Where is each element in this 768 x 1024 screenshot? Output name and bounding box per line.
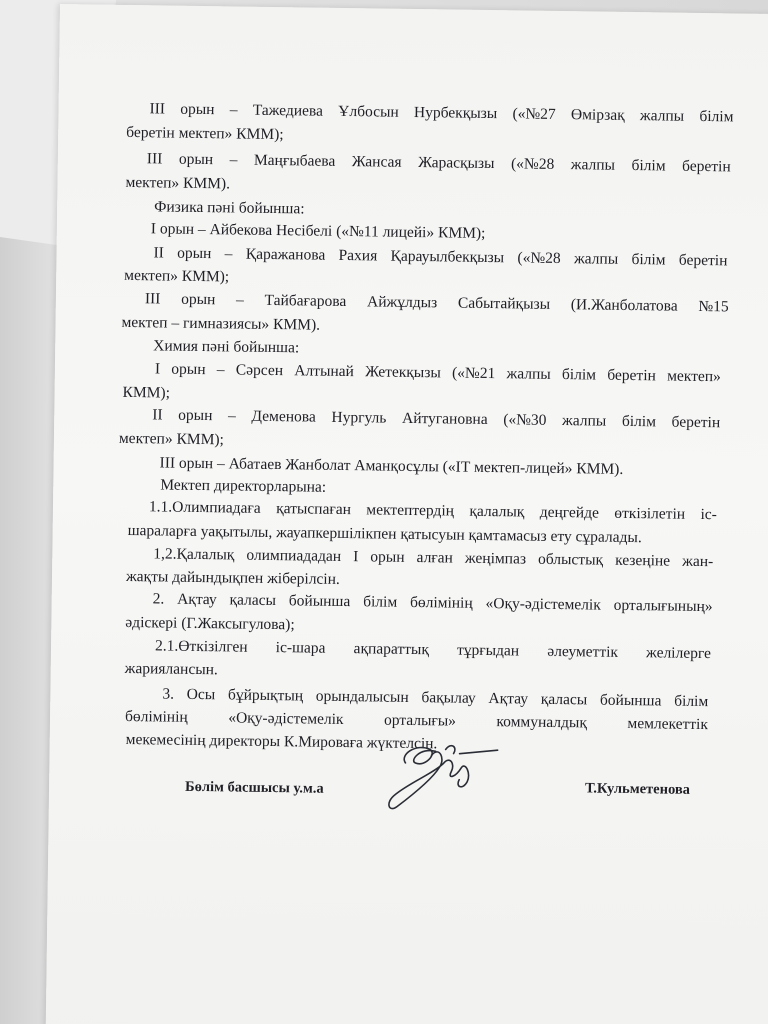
word: беретін: [678, 251, 728, 270]
word: Нурбекқызы: [413, 103, 498, 123]
word: орын: [177, 244, 212, 263]
section-heading-chemistry: Химия пәні бойынша:: [153, 337, 300, 357]
word: орын: [178, 406, 213, 425]
word: «Оқу-әдістемелік: [228, 709, 344, 729]
word: облыстық: [537, 550, 604, 569]
text-line: [153, 591, 713, 614]
word: бақылау: [421, 689, 476, 707]
word: Ақтау: [488, 690, 529, 708]
text-line: [162, 686, 708, 709]
word: мектеп»: [667, 367, 721, 386]
word: 3.: [162, 685, 175, 703]
word: («№30: [503, 411, 547, 429]
word: жалпы: [506, 365, 551, 383]
word: бойынша: [288, 592, 351, 611]
word: Тайбағарова: [264, 291, 347, 311]
word: іс-: [700, 505, 717, 524]
word: орын: [171, 360, 206, 379]
word: Тажедиева: [252, 101, 324, 120]
text-line: [149, 101, 733, 125]
word: «Оқу-әдістемелік: [485, 595, 601, 614]
word: білім: [631, 156, 666, 175]
word: Жансая: [351, 153, 402, 171]
text-line: КММ);: [122, 383, 171, 402]
text-line: [149, 499, 717, 522]
text-line: [155, 638, 711, 661]
word: 2.1.Өткізілген: [154, 637, 248, 656]
word: орын: [370, 548, 405, 566]
text-line: мекемесінің директоры К.Мироваға жүктелсін.: [125, 730, 438, 753]
word: жалпы: [562, 412, 607, 430]
word: (И.Жанболатова: [570, 296, 678, 315]
word: Ақтау: [177, 590, 217, 609]
word: қатыспаған: [276, 500, 352, 519]
text-line: [145, 291, 729, 315]
word: Ұлбосын: [338, 102, 399, 121]
word: тұрғыдан: [456, 641, 520, 660]
text-line: жақты дайындықпен жіберілсін.: [125, 567, 340, 588]
word: 2.: [152, 590, 165, 608]
word: ІІ: [152, 406, 163, 424]
word: жан-: [682, 552, 714, 571]
word: Маңғыбаева: [253, 151, 336, 170]
word: әлеуметтік: [547, 642, 619, 661]
word: орын: [181, 290, 216, 309]
word: бөлімінің: [124, 707, 188, 726]
word: Деменова: [251, 407, 316, 426]
word: іс-шара: [275, 639, 326, 657]
text-line: мектеп» КММ).: [125, 173, 231, 193]
word: коммуналдық: [496, 713, 588, 732]
text-line: І орын – Айбекова Несібелі («№11 лицейі» КММ);: [150, 220, 486, 242]
word: алған: [416, 549, 454, 567]
word: Осы: [186, 685, 216, 704]
signatory-name: Т.Кульметенова: [584, 780, 691, 798]
word: олимпиададан: [246, 546, 342, 565]
word: орталығы»: [383, 711, 457, 730]
word: Қарауылбекқызы: [390, 247, 505, 267]
word: білім: [561, 366, 597, 384]
word: білім: [631, 251, 666, 269]
word: –: [227, 407, 236, 425]
signatory-title: Бөлім басшысы у.м.а: [184, 778, 324, 797]
word: Жетекқызы: [365, 363, 441, 382]
word: Нургуль: [331, 408, 387, 427]
word: Рахия: [338, 246, 378, 265]
word: Айжұлдыз: [366, 293, 438, 312]
word: жеңімпаз: [464, 549, 527, 568]
word: («№28: [510, 155, 555, 173]
section-heading-directors: Мектеп директорларына:: [160, 476, 327, 496]
word: білім: [621, 412, 657, 431]
text-line: [147, 151, 731, 175]
word: Айтугановна: [401, 409, 488, 429]
word: қалалық: [469, 502, 525, 521]
word: ақпараттық: [353, 640, 430, 659]
word: кезеңіне: [615, 551, 671, 570]
text-line: мектеп – гимназиясы» КММ).: [121, 313, 321, 334]
word: білім: [699, 107, 734, 126]
word: Қаражанова: [245, 245, 326, 264]
word: беретін: [607, 366, 656, 385]
word: білім: [674, 692, 709, 711]
word: III: [146, 150, 163, 168]
word: І: [353, 548, 359, 566]
word: орын: [180, 100, 215, 119]
word: жалпы: [570, 156, 616, 174]
text-line: беретін мектеп» КММ);: [126, 123, 284, 144]
word: беретін: [682, 157, 731, 176]
word: Сәрсен: [235, 361, 284, 380]
text-line: әдіскері (Г.Жаксыгулова);: [125, 613, 295, 634]
word: («№28: [517, 249, 561, 268]
word: бөлімінің: [409, 593, 473, 612]
word: –: [229, 151, 238, 169]
word: Өмірзақ: [570, 106, 625, 124]
word: желілерге: [646, 644, 712, 663]
word: беретін: [671, 413, 721, 432]
word: III: [149, 100, 166, 118]
word: жалпы: [639, 107, 685, 125]
text-line: III орын – Абатаев Жанболат Аманқосұлы («ІТ мектеп-лицей» КММ).: [159, 454, 624, 478]
word: бойынша: [599, 691, 662, 710]
word: –: [229, 101, 238, 119]
word: –: [216, 361, 225, 379]
word: қаласы: [229, 591, 277, 610]
text-line: шараларға уақытылы, жауапкершілікпен қатысуын қамтамасыз ету сұралады.: [127, 521, 642, 547]
word: («№27: [512, 105, 556, 123]
text-line: [153, 245, 727, 269]
word: өткізілетін: [614, 504, 686, 523]
word: ІІ: [153, 244, 164, 262]
text-line: [153, 546, 713, 569]
text-line: [125, 709, 708, 733]
word: III: [144, 290, 161, 308]
word: –: [224, 245, 233, 263]
text-line: мектеп» КММ);: [118, 429, 225, 449]
word: қаласы: [540, 690, 588, 709]
word: №15: [698, 297, 729, 316]
text-line: жарияланcын.: [124, 659, 218, 679]
document-page: [45, 4, 768, 1024]
word: орталығының»: [613, 596, 713, 616]
word: деңгейде: [539, 503, 600, 522]
word: («№21: [451, 364, 496, 383]
word: Сабытайқызы: [457, 294, 551, 313]
text-line: [152, 407, 720, 430]
word: 1.1.Олимпиадаға: [148, 498, 261, 517]
word: орын: [178, 150, 214, 169]
word: бұйрықтың: [227, 686, 304, 705]
text-line: мектеп» КММ);: [124, 266, 230, 286]
word: І: [154, 360, 161, 378]
handwritten-signature: [385, 733, 506, 815]
word: 1,2.Қалалық: [153, 545, 235, 564]
word: орындалысын: [315, 687, 409, 706]
word: мектептердің: [366, 501, 455, 520]
word: жалпы: [573, 250, 619, 268]
word: білім: [363, 593, 398, 611]
word: –: [235, 291, 244, 309]
section-heading-physics: Физика пәні бойынша:: [154, 198, 305, 218]
word: Алтынай: [294, 362, 355, 381]
text-line: [155, 361, 721, 384]
word: мемлекеттік: [627, 714, 709, 734]
word: Жарасқызы: [418, 154, 495, 173]
